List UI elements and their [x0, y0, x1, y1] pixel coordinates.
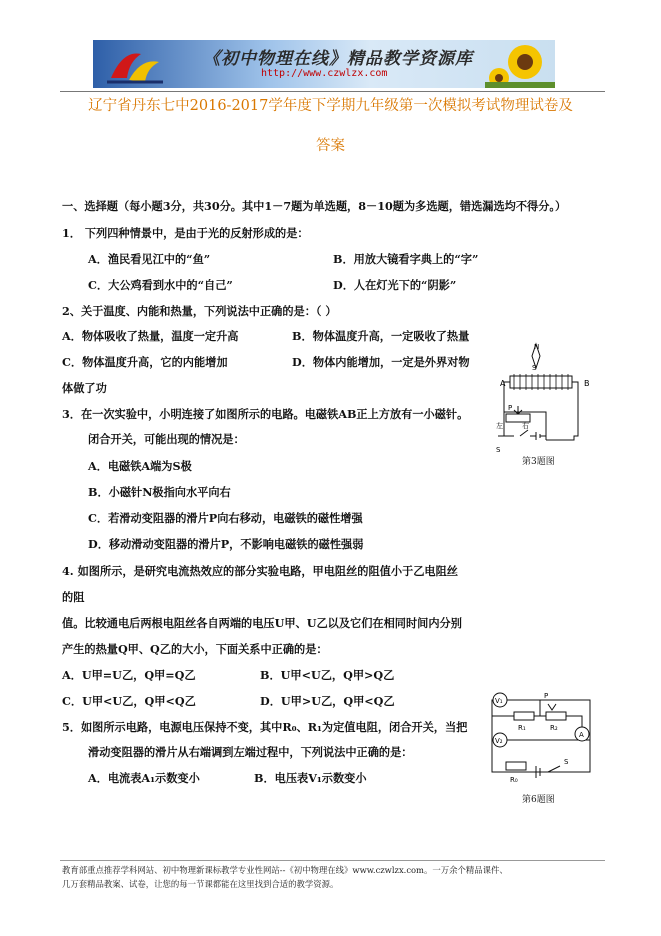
resistor-r0 [506, 762, 526, 770]
footer-rule [60, 860, 605, 861]
q1-option-a: A．渔民看见江中的“鱼” [88, 252, 211, 266]
q4-stem-cont3: 产生的热量Q甲、Q乙的大小，下面关系中正确的是： [62, 642, 328, 656]
q1-option-d: D．人在灯光下的“阴影” [333, 278, 457, 292]
resistor-r2 [546, 712, 566, 720]
q3-stem: 3．在一次实验中，小明连接了如图所示的电路。电磁铁AB正上方放有一小磁针。 [62, 407, 469, 421]
fig6-label-v1: V₁ [495, 697, 503, 705]
sunflower-icon [485, 40, 555, 88]
electromagnet-core [510, 376, 572, 388]
fig3-label-b: B [584, 379, 590, 388]
q3-option-c: C．若滑动变阻器的滑片P向右移动，电磁铁的磁性增强 [88, 511, 363, 525]
q4-option-b: B．U甲<U乙，Q甲>Q乙 [260, 668, 395, 682]
q5-stem-cont: 滑动变阻器的滑片从右端调到左端过程中，下列说法中正确的是： [88, 745, 413, 759]
q1-option-b: B．用放大镜看字典上的“字” [333, 252, 479, 266]
fig6-label-v2: V₂ [495, 737, 503, 745]
fig3-label-switch: S [496, 446, 501, 454]
q2-option-d-cont: 体做了功 [62, 381, 107, 395]
header-rule [60, 91, 605, 92]
page-title-line2: 答案 [316, 138, 345, 154]
q4-option-c: C．U甲<U乙，Q甲<Q乙 [62, 694, 196, 708]
section-heading: 一、选择题（每小题3分，共30分。其中1－7题为单选题，8－10题为多选题，错选漏选均不得分。） [62, 199, 567, 213]
footer-line2: 几万套精品教案、试卷，让您的每一节课都能在这里找到合适的教学资源。 [62, 879, 339, 889]
fig3-label-p: P [508, 404, 513, 412]
fig6-label-p: P [544, 692, 549, 700]
q4-stem: 4. 如图所示，是研究电流热效应的部分实验电路，甲电阻丝的阻值小于乙电阻丝 [62, 564, 458, 578]
q4-stem-cont2: 值。比较通电后两根电阻丝各自两端的电压U甲、U乙以及它们在相同时间内分别 [62, 616, 462, 630]
q4-option-a: A．U甲=U乙，Q甲=Q乙 [62, 668, 196, 682]
fig6-label-r1: R₁ [518, 724, 526, 732]
q1-option-c: C．大公鸡看到水中的“自己” [88, 278, 233, 292]
q5-stem: 5．如图所示电路，电源电压保持不变，其中R₀、R₁为定值电阻，闭合开关，当把 [62, 720, 468, 734]
figure-6-circuit [484, 686, 598, 788]
fig6-label-r0: R₀ [510, 776, 518, 784]
q1-stem: 1． 下列四种情景中，是由于光的反射形成的是： [62, 226, 309, 240]
q4-option-d: D．U甲>U乙，Q甲<Q乙 [260, 694, 395, 708]
fig3-label-s-needle: S [532, 364, 537, 372]
site-logo-icon [101, 44, 171, 86]
q5-option-a: A．电流表A₁示数变小 [88, 771, 200, 785]
q3-option-b: B．小磁针N极指向水平向右 [88, 485, 231, 499]
q5-option-b: B．电压表V₁示数变小 [254, 771, 367, 785]
q3-stem-cont: 闭合开关，可能出现的情况是： [88, 432, 245, 446]
q2-option-c: C．物体温度升高，它的内能增加 [62, 355, 228, 369]
banner-title: 《初中物理在线》精品教学资源库 [203, 49, 473, 69]
q2-option-a: A．物体吸收了热量，温度一定升高 [62, 329, 239, 343]
figure-6-caption: 第6题图 [522, 795, 555, 805]
header-banner [93, 40, 555, 88]
fig6-label-r2: R₂ [550, 724, 558, 732]
resistor-r1 [514, 712, 534, 720]
fig6-label-s: S [564, 758, 569, 766]
fig6-label-a: A [579, 731, 584, 739]
figure-3-caption: 第3题图 [522, 457, 555, 467]
page-title-line1: 辽宁省丹东七中2016-2017学年度下学期九年级第一次模拟考试物理试卷及 [88, 98, 573, 114]
banner-url[interactable]: http://www.czwlzx.com [261, 68, 388, 79]
fig3-label-left: 左 [496, 422, 503, 430]
q3-option-d: D．移动滑动变阻器的滑片P，不影响电磁铁的磁性强弱 [88, 537, 364, 551]
slider-p-arrow [548, 704, 556, 710]
q3-option-a: A．电磁铁A端为S极 [88, 459, 192, 473]
q2-stem: 2、关于温度、内能和热量，下列说法中正确的是：（ ） [62, 304, 337, 318]
rheostat [506, 414, 530, 422]
q4-stem-cont1: 的阻 [62, 590, 85, 604]
fig3-label-a: A [500, 379, 506, 388]
figure-3-circuit [496, 340, 600, 466]
q2-option-b: B．物体温度升高，一定吸收了热量 [292, 329, 470, 343]
q2-option-d: D．物体内能增加，一定是外界对物 [292, 355, 470, 369]
fig3-label-right: 右 [522, 422, 529, 430]
fig3-label-n: N [534, 343, 540, 351]
footer-line1: 教育部重点推荐学科网站、初中物理新课标教学专业性网站--《初中物理在线》www.czwlzx.com。一万余个精品课件、 [62, 865, 508, 875]
